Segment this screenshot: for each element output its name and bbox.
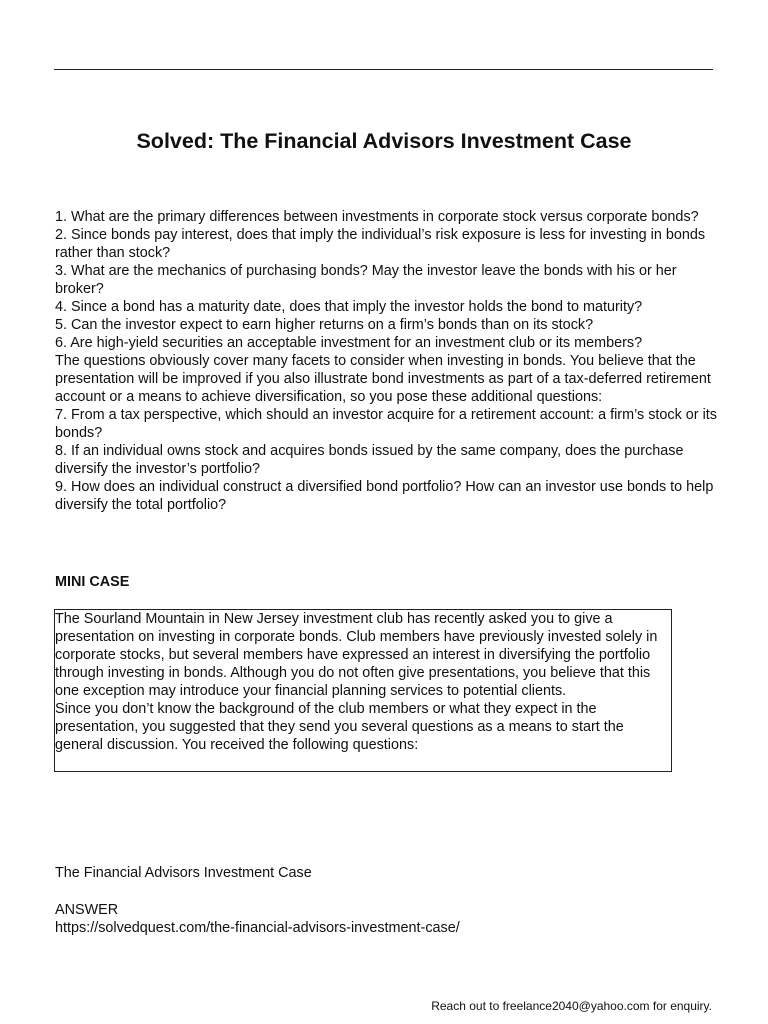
question-item: 6. Are high-yield securities an acceptable investment for an investment club or its members? [55,335,643,351]
question-item: 9. How does an individual construct a diversified bond portfolio? How can an investor use bonds to help diversify the total portfolio? [55,479,714,513]
answer-label: ANSWER [55,902,119,918]
question-item: 4. Since a bond has a maturity date, does that imply the investor holds the bond to maturity? [55,299,643,315]
mini-case-text: The Sourland Mountain in New Jersey investment club has recently asked you to give a presentation on investing in corporate bonds. Club members have previously invested solely in corporate stocks, but several members have expressed an interest in diversifying the portfolio through investing in bonds. Although you do not often give presentations, you believe that this one exception may introduce your financial planning services to potential clients. Since you don’t know the background of the club members or what they expect in the presentation, you suggested that they send you several questions as a means to start the general discussion. You received the following questions: [55,611,658,753]
mini-case-box [54,609,672,772]
mini-case-heading: MINI CASE [55,574,130,590]
question-item: 1. What are the primary differences between investments in corporate stock versus corporate bonds? [55,209,699,225]
intro-paragraph: The questions obviously cover many facets to consider when investing in bonds. You believe that the presentation will be improved if you also illustrate bond investments as part of a tax-deferred retirement account or a means to achieve diversification, so you pose these additional questions: [55,353,711,405]
question-item: 7. From a tax perspective, which should an investor acquire for a retirement account: a firm’s stock or its bonds? [55,407,717,441]
footer-title: The Financial Advisors Investment Case [55,865,312,881]
question-item: 8. If an individual owns stock and acquires bonds issued by the same company, does the purchase diversify the investor’s portfolio? [55,443,684,477]
document-title: Solved: The Financial Advisors Investment Case [136,129,632,153]
top-divider [54,69,713,70]
questions-list [55,208,720,514]
answer-link[interactable]: https://solvedquest.com/the-financial-advisors-investment-case/ [55,920,460,936]
question-item: 5. Can the investor expect to earn higher returns on a firm’s bonds than on its stock? [55,317,594,333]
contact-note: Reach out to freelance2040@yahoo.com for enquiry. [431,999,712,1013]
question-item: 3. What are the mechanics of purchasing bonds? May the investor leave the bonds with his or her broker? [55,263,677,297]
question-item: 2. Since bonds pay interest, does that imply the individual’s risk exposure is less for investing in bonds rather than stock? [55,227,706,261]
